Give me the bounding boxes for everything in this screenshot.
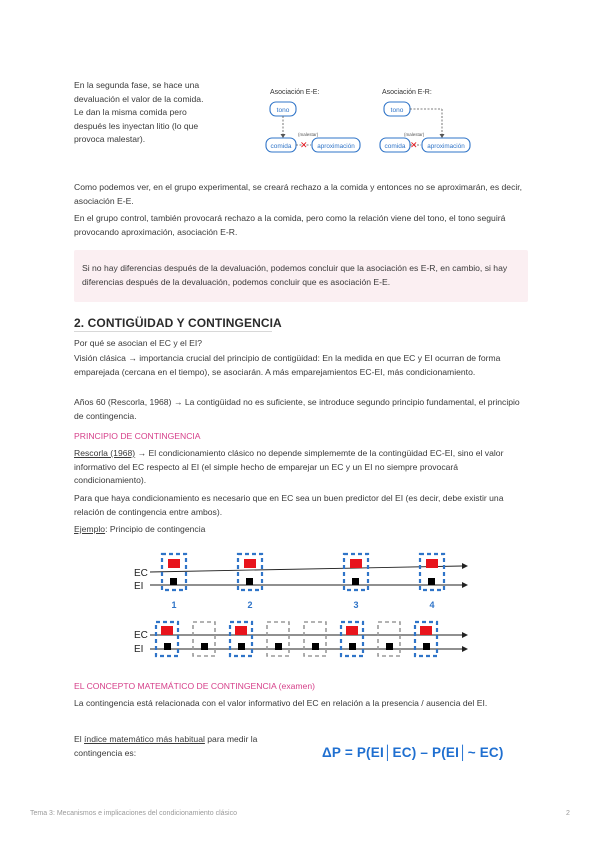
ec-stimulus — [426, 559, 438, 568]
row-label-ec: EC — [134, 630, 148, 641]
indice-link: índice matemático más habitual — [84, 734, 205, 744]
example-label: Ejemplo — [74, 524, 106, 534]
ei-stimulus — [349, 643, 356, 650]
ei-stimulus — [386, 643, 393, 650]
cross-icon: ✕ — [410, 140, 418, 150]
ec-stimulus — [244, 559, 256, 568]
malestar-label: (malestar) — [404, 132, 425, 137]
row-label-ei: EI — [134, 581, 144, 592]
unpaired-trial-box — [378, 622, 400, 656]
row-label-ei: EI — [134, 644, 144, 655]
node-comida-label: comida — [384, 143, 406, 150]
ec-stimulus — [161, 626, 173, 635]
arrowhead — [440, 134, 445, 138]
row-label-ec: EC — [134, 568, 148, 579]
paragraph-principio-rest: → El condicionamiento clásico no depende simplememte de la contingüidad EC-EI, sino el valor informativo del EC respecto al EI (el simple hecho de emparejar un EC y un EI no siempre provocará condicionamiento). — [74, 448, 504, 486]
section-heading: 2. CONTIGÜIDAD Y CONTINGENCIA — [74, 316, 282, 330]
trial-number: 2 — [247, 600, 253, 610]
trial-number: 4 — [429, 600, 435, 610]
timeline-arrowhead — [462, 646, 468, 652]
ei-stimulus — [312, 643, 319, 650]
trial-number: 1 — [171, 600, 177, 610]
node-aproximacion-label: aproximación — [317, 143, 355, 150]
ei-stimulus — [201, 643, 208, 650]
question-text: Por qué se asocian el EC y el EI? — [74, 338, 203, 348]
rescorla-ref: Rescorla (1968) — [74, 448, 136, 458]
paragraph-ee: Como podemos ver, en el grupo experimental, se creará rechazo a la comida y entonces no se aproximarán, es decir, asociación E-E. — [74, 182, 523, 206]
paragraph-contingencia: La contingencia está relacionada con el valor informativo del EC en relación a la presencia / ausencia del EI. — [74, 698, 488, 708]
paragraph-predictor: Para que haya condicionamiento es necesario que en EC sea un buen predictor del EI (es decir, debe existir una relación de contingencia entre ambos). — [74, 493, 504, 517]
unpaired-trial-box — [304, 622, 326, 656]
ec-stimulus — [346, 626, 358, 635]
malestar-label: (malestar) — [298, 132, 319, 137]
node-tono-label: tono — [276, 107, 290, 114]
paragraph-indice — [74, 733, 288, 760]
node-aproximacion-label: aproximación — [427, 143, 465, 150]
trial-number: 3 — [353, 600, 359, 610]
ei-stimulus — [170, 578, 177, 585]
subheading-principio: PRINCIPIO DE CONTINGENCIA — [74, 431, 201, 441]
heading-divider — [74, 331, 272, 332]
contingency-figure — [126, 546, 476, 666]
diagram-ee — [262, 84, 372, 160]
paragraph-er: En el grupo control, también provocará rechazo a la comida, pero como la relación viene del tono, el tono seguirá provocando aproximación, asociación E-R. — [74, 213, 506, 237]
diagram-er — [378, 84, 478, 160]
cross-icon: ✕ — [300, 140, 308, 150]
example-caption — [74, 523, 205, 537]
example-rest: : Principio de contingencia — [105, 524, 206, 534]
node-comida-label: comida — [270, 143, 292, 150]
diagram-ee-title: Asociación E-E: — [270, 89, 320, 96]
timeline-arrowhead — [462, 563, 468, 569]
contingency-formula: ΔP = P(EI│EC) – P(EI│~ EC) — [322, 745, 504, 760]
node-tono-label: tono — [390, 107, 404, 114]
callout-text: Si no hay diferencias después de la devaluación, podemos concluir que la asociación es E-R, en cambio, si hay diferencias después de la devaluación, podemos concluir que es asociación E-E. — [82, 263, 508, 287]
indice-post: para medir la contingencia es: — [74, 734, 258, 758]
unpaired-trial-box — [193, 622, 215, 656]
timeline-arrowhead — [462, 632, 468, 638]
ei-stimulus — [352, 578, 359, 585]
paragraph-rescorla: Años 60 (Rescorla, 1968) → La contigüidad no es suficiente, se introduce segundo principio fundamental, el principio de contingencia. — [74, 397, 520, 421]
paragraph-principio — [74, 447, 526, 488]
ei-stimulus — [164, 643, 171, 650]
ec-stimulus — [350, 559, 362, 568]
ei-stimulus — [423, 643, 430, 650]
ei-stimulus — [428, 578, 435, 585]
callout-box — [74, 250, 528, 302]
ei-stimulus — [246, 578, 253, 585]
timeline-arrowhead — [462, 582, 468, 588]
intro-paragraph: En la segunda fase, se hace una devaluación el valor de la comida. Le dan la misma comida pero después les inyectan litio (lo que provoca malestar). — [74, 80, 204, 145]
indice-pre: El — [74, 734, 85, 744]
ei-stimulus — [275, 643, 282, 650]
timeline-ec — [150, 566, 462, 572]
ei-stimulus — [238, 643, 245, 650]
diagram-er-title: Asociación E-R: — [382, 89, 432, 96]
unpaired-trial-box — [267, 622, 289, 656]
ec-stimulus — [168, 559, 180, 568]
footer-title: Tema 3: Mecanismos e implicaciones del condicionamiento clásico — [30, 810, 237, 817]
page-number: 2 — [566, 810, 570, 817]
arrowhead — [281, 134, 286, 138]
ec-stimulus — [420, 626, 432, 635]
ec-stimulus — [235, 626, 247, 635]
subheading-concepto: EL CONCEPTO MATEMÁTICO DE CONTINGENCIA (examen) — [74, 681, 315, 691]
paragraph-contiguidad: Visión clásica → importancia crucial del principio de contigüidad: En la medida en que EC y EI ocurran de forma emparejada (cercana en el tiempo), se asociarán. A más emparejamientos EC-EI, más condicionamiento. — [74, 353, 501, 377]
